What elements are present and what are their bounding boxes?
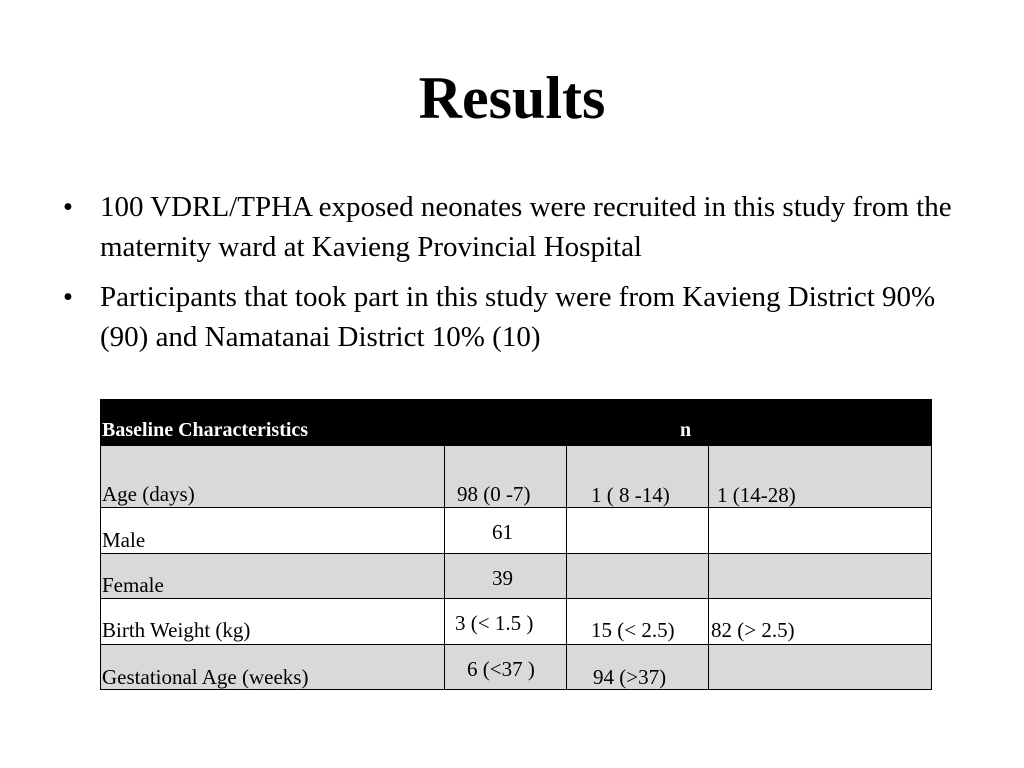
- row-label: Gestational Age (weeks): [102, 665, 309, 689]
- table-row: [100, 445, 932, 507]
- cell-value: 6 (<37 ): [467, 657, 535, 681]
- cell-value: 3 (< 1.5 ): [455, 611, 534, 635]
- cell-value: 1 (14-28): [717, 483, 796, 507]
- bullet-item: [58, 187, 958, 267]
- bullet-list: [58, 187, 958, 367]
- baseline-table: [100, 399, 932, 690]
- row-label: Age (days): [102, 482, 195, 506]
- bullet-icon: •: [62, 191, 74, 223]
- table-row: [100, 507, 932, 553]
- bullet-item: [58, 277, 958, 357]
- header-baseline-characteristics: Baseline Characteristics: [102, 419, 309, 441]
- cell-value: 94 (>37): [593, 665, 667, 689]
- header-n: n: [680, 419, 692, 441]
- table-header-row: [100, 399, 932, 445]
- cell-value: 15 (< 2.5): [591, 618, 675, 642]
- slide-title: Results: [418, 65, 606, 131]
- cell-value: 1 ( 8 -14): [591, 483, 670, 507]
- cell-value: 39: [492, 566, 513, 590]
- bullet-text: Participants that took part in this study were from Kavieng District 90% (90) and Namatanai District 10% (10): [100, 281, 936, 353]
- cell-value: 98 (0 -7): [457, 482, 531, 506]
- bullet-icon: •: [62, 281, 74, 313]
- row-label: Male: [102, 528, 146, 552]
- row-label: Birth Weight (kg): [102, 618, 251, 642]
- table-row: [100, 598, 932, 644]
- row-label: Female: [102, 573, 164, 597]
- bullet-text: 100 VDRL/TPHA exposed neonates were recruited in this study from the maternity ward at Kavieng Provincial Hospital: [100, 191, 952, 263]
- cell-value: 61: [492, 520, 513, 544]
- table-row: [100, 553, 932, 598]
- table-row: [100, 644, 932, 690]
- cell-value: 82 (> 2.5): [711, 618, 795, 642]
